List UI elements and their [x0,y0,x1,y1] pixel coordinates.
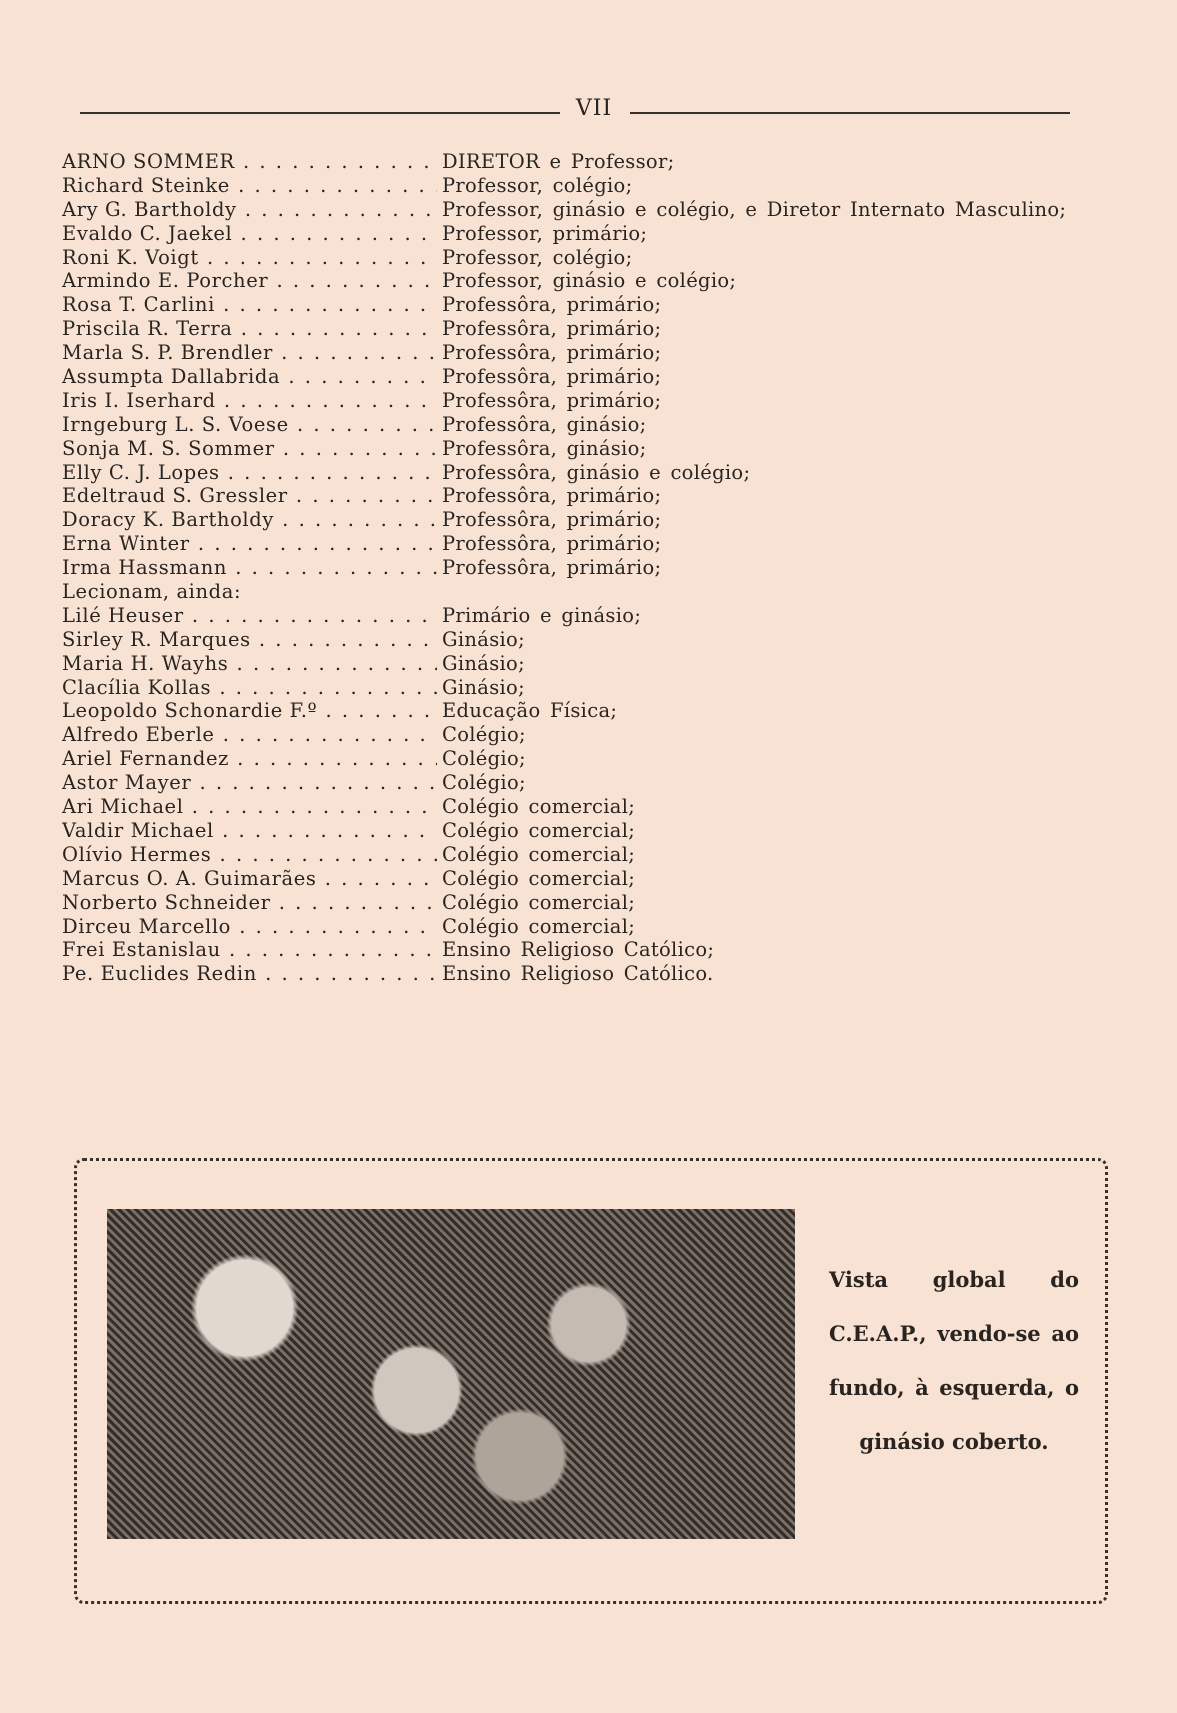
header-rule-right [630,112,1070,114]
staff-name-text: Marla S. P. Brendler [62,341,273,365]
staff-name-text: Lilé Heuser [62,603,184,627]
staff-role: Ginásio; [442,651,525,675]
staff-name [62,389,437,413]
staff-name [62,508,437,532]
staff-name [62,198,437,222]
staff-row [62,915,1122,939]
staff-row [62,293,1122,317]
staff-name-text: Doracy K. Bartholdy [62,508,274,532]
staff-name [62,915,437,939]
staff-name-text: Armindo E. Porcher [62,269,269,293]
staff-name [62,867,437,891]
staff-name-text: Evaldo C. Jaekel [62,221,233,245]
staff-row [62,532,1122,556]
staff-row [62,604,1122,628]
staff-name-text: Elly C. J. Lopes [62,460,220,484]
staff-name [62,843,437,867]
staff-row [62,747,1122,771]
staff-name [62,341,437,365]
staff-name-text: Assumpta Dallabrida [62,365,281,389]
staff-role: Professor, ginásio e colégio, e Diretor Internato Masculino; [442,197,1067,221]
staff-row [62,843,1122,867]
staff-row [62,699,1122,723]
staff-role: Primário e ginásio; [442,603,642,627]
staff-name-text: Sirley R. Marques [62,627,251,651]
staff-name [62,676,437,700]
staff-role: Professôra, primário; [442,365,662,389]
staff-name [62,962,437,986]
staff-row [62,222,1122,246]
staff-name [62,150,437,174]
staff-name-text: Roni K. Voigt [62,245,199,269]
staff-role: Colégio; [442,723,526,747]
staff-role: Colégio comercial; [442,890,636,914]
staff-name-text: Richard Steinke [62,173,230,197]
staff-row [62,365,1122,389]
staff-name-text: Sonja M. S. Sommer [62,436,275,460]
staff-role: Ensino Religioso Católico; [442,938,715,962]
staff-row [62,246,1122,270]
staff-row [62,556,1122,580]
staff-row [62,771,1122,795]
page-header [80,96,1070,124]
staff-name-text: Leopoldo Schonardie F.º [62,699,318,723]
staff-role: Professor, colégio; [442,245,633,269]
staff-name-text: Alfredo Eberle [62,723,215,747]
staff-name [62,771,437,795]
campus-photo [107,1209,795,1539]
staff-name-text: Astor Mayer [62,771,192,795]
staff-row [62,652,1122,676]
staff-name [62,795,437,819]
staff-role: Professôra, primário; [442,317,662,341]
staff-row [62,508,1122,532]
staff-row [62,484,1122,508]
staff-role: Colégio comercial; [442,795,636,819]
staff-role: Professôra, primário; [442,484,662,508]
staff-name-text: Ari Michael [62,795,184,819]
staff-name [62,556,437,580]
staff-row [62,150,1122,174]
staff-name-text: Erna Winter [62,532,190,556]
staff-name [62,413,437,437]
staff-role: Professor, colégio; [442,173,633,197]
staff-name-text: Maria H. Wayhs [62,651,229,675]
staff-name-text: Marcus O. A. Guimarães [62,866,317,890]
staff-role: Professôra, ginásio; [442,412,647,436]
staff-list [62,150,1122,986]
staff-name [62,628,437,652]
staff-role: Professôra, ginásio e colégio; [442,460,751,484]
staff-name-text: Edeltraud S. Gressler [62,484,288,508]
page-number: VII [575,96,613,121]
staff-row [62,891,1122,915]
staff-name [62,222,437,246]
staff-role: Ginásio; [442,675,525,699]
staff-name-text: Irma Hassmann [62,556,228,580]
staff-row [62,389,1122,413]
staff-name-text: Ariel Fernandez [62,747,229,771]
staff-role: Colégio comercial; [442,818,636,842]
photo-caption: Vista global do C.E.A.P., vendo-se ao fundo, à esquerda, o ginásio coberto. [829,1267,1079,1454]
staff-role: Ginásio; [442,627,525,651]
staff-name [62,723,437,747]
staff-role: Professôra, primário; [442,556,662,580]
staff-row [62,962,1122,986]
staff-row [62,938,1122,962]
staff-role: Colégio comercial; [442,914,636,938]
staff-role: Professôra, primário; [442,293,662,317]
staff-name [62,532,437,556]
staff-name-text: Irngeburg L. S. Voese [62,412,289,436]
staff-name [62,317,437,341]
staff-name [62,437,437,461]
staff-row [62,317,1122,341]
staff-role: Colégio; [442,771,526,795]
staff-name-text: Clacília Kollas [62,675,212,699]
staff-role: Educação Física; [442,699,618,723]
staff-row [62,437,1122,461]
staff-name [62,747,437,771]
staff-name [62,246,437,270]
staff-role: Colégio comercial; [442,866,636,890]
staff-name [62,484,437,508]
staff-row [62,269,1122,293]
staff-row [62,413,1122,437]
staff-name-text: Priscila R. Terra [62,317,233,341]
staff-role: Colégio comercial; [442,842,636,866]
staff-role: Professor, ginásio e colégio; [442,269,737,293]
staff-name [62,604,437,628]
staff-name [62,652,437,676]
staff-row [62,795,1122,819]
header-rule-left [80,112,560,114]
staff-name-text: Frei Estanislau [62,938,221,962]
staff-role: Professôra, ginásio; [442,436,647,460]
staff-role: Professôra, primário; [442,532,662,556]
staff-name [62,699,437,723]
staff-row [62,723,1122,747]
staff-role: Ensino Religioso Católico. [442,962,714,986]
staff-name [62,269,437,293]
staff-role: Professôra, primário; [442,388,662,412]
staff-row [62,174,1122,198]
staff-role: Professôra, primário; [442,341,662,365]
staff-row [62,819,1122,843]
staff-row [62,341,1122,365]
staff-name [62,819,437,843]
staff-name-text: Dirceu Marcello [62,914,231,938]
staff-name-text: Valdir Michael [62,818,214,842]
staff-row [62,867,1122,891]
staff-name-text: Iris I. Iserhard [62,388,216,412]
staff-name-text: Norberto Schneider [62,890,271,914]
staff-name-text: Ary G. Bartholdy [62,197,237,221]
staff-name [62,293,437,317]
staff-role: DIRETOR e Professor; [442,150,675,173]
staff-row [62,628,1122,652]
staff-name-text: Rosa T. Carlini [62,293,215,317]
also-teaching-label: Lecionam, ainda: [62,580,242,604]
staff-name [62,891,437,915]
staff-role: Professôra, primário; [442,508,662,532]
staff-name-text: ARNO SOMMER [62,150,235,173]
staff-name-text: Olívio Hermes [62,842,212,866]
photo-frame [74,1158,1108,1604]
staff-role: Colégio; [442,747,526,771]
staff-name [62,461,437,485]
staff-name [62,938,437,962]
staff-role: Professor, primário; [442,221,648,245]
staff-name [62,365,437,389]
staff-row [62,676,1122,700]
staff-name [62,174,437,198]
staff-row [62,461,1122,485]
staff-row [62,198,1122,222]
staff-name-text: Pe. Euclides Redin [62,962,257,986]
